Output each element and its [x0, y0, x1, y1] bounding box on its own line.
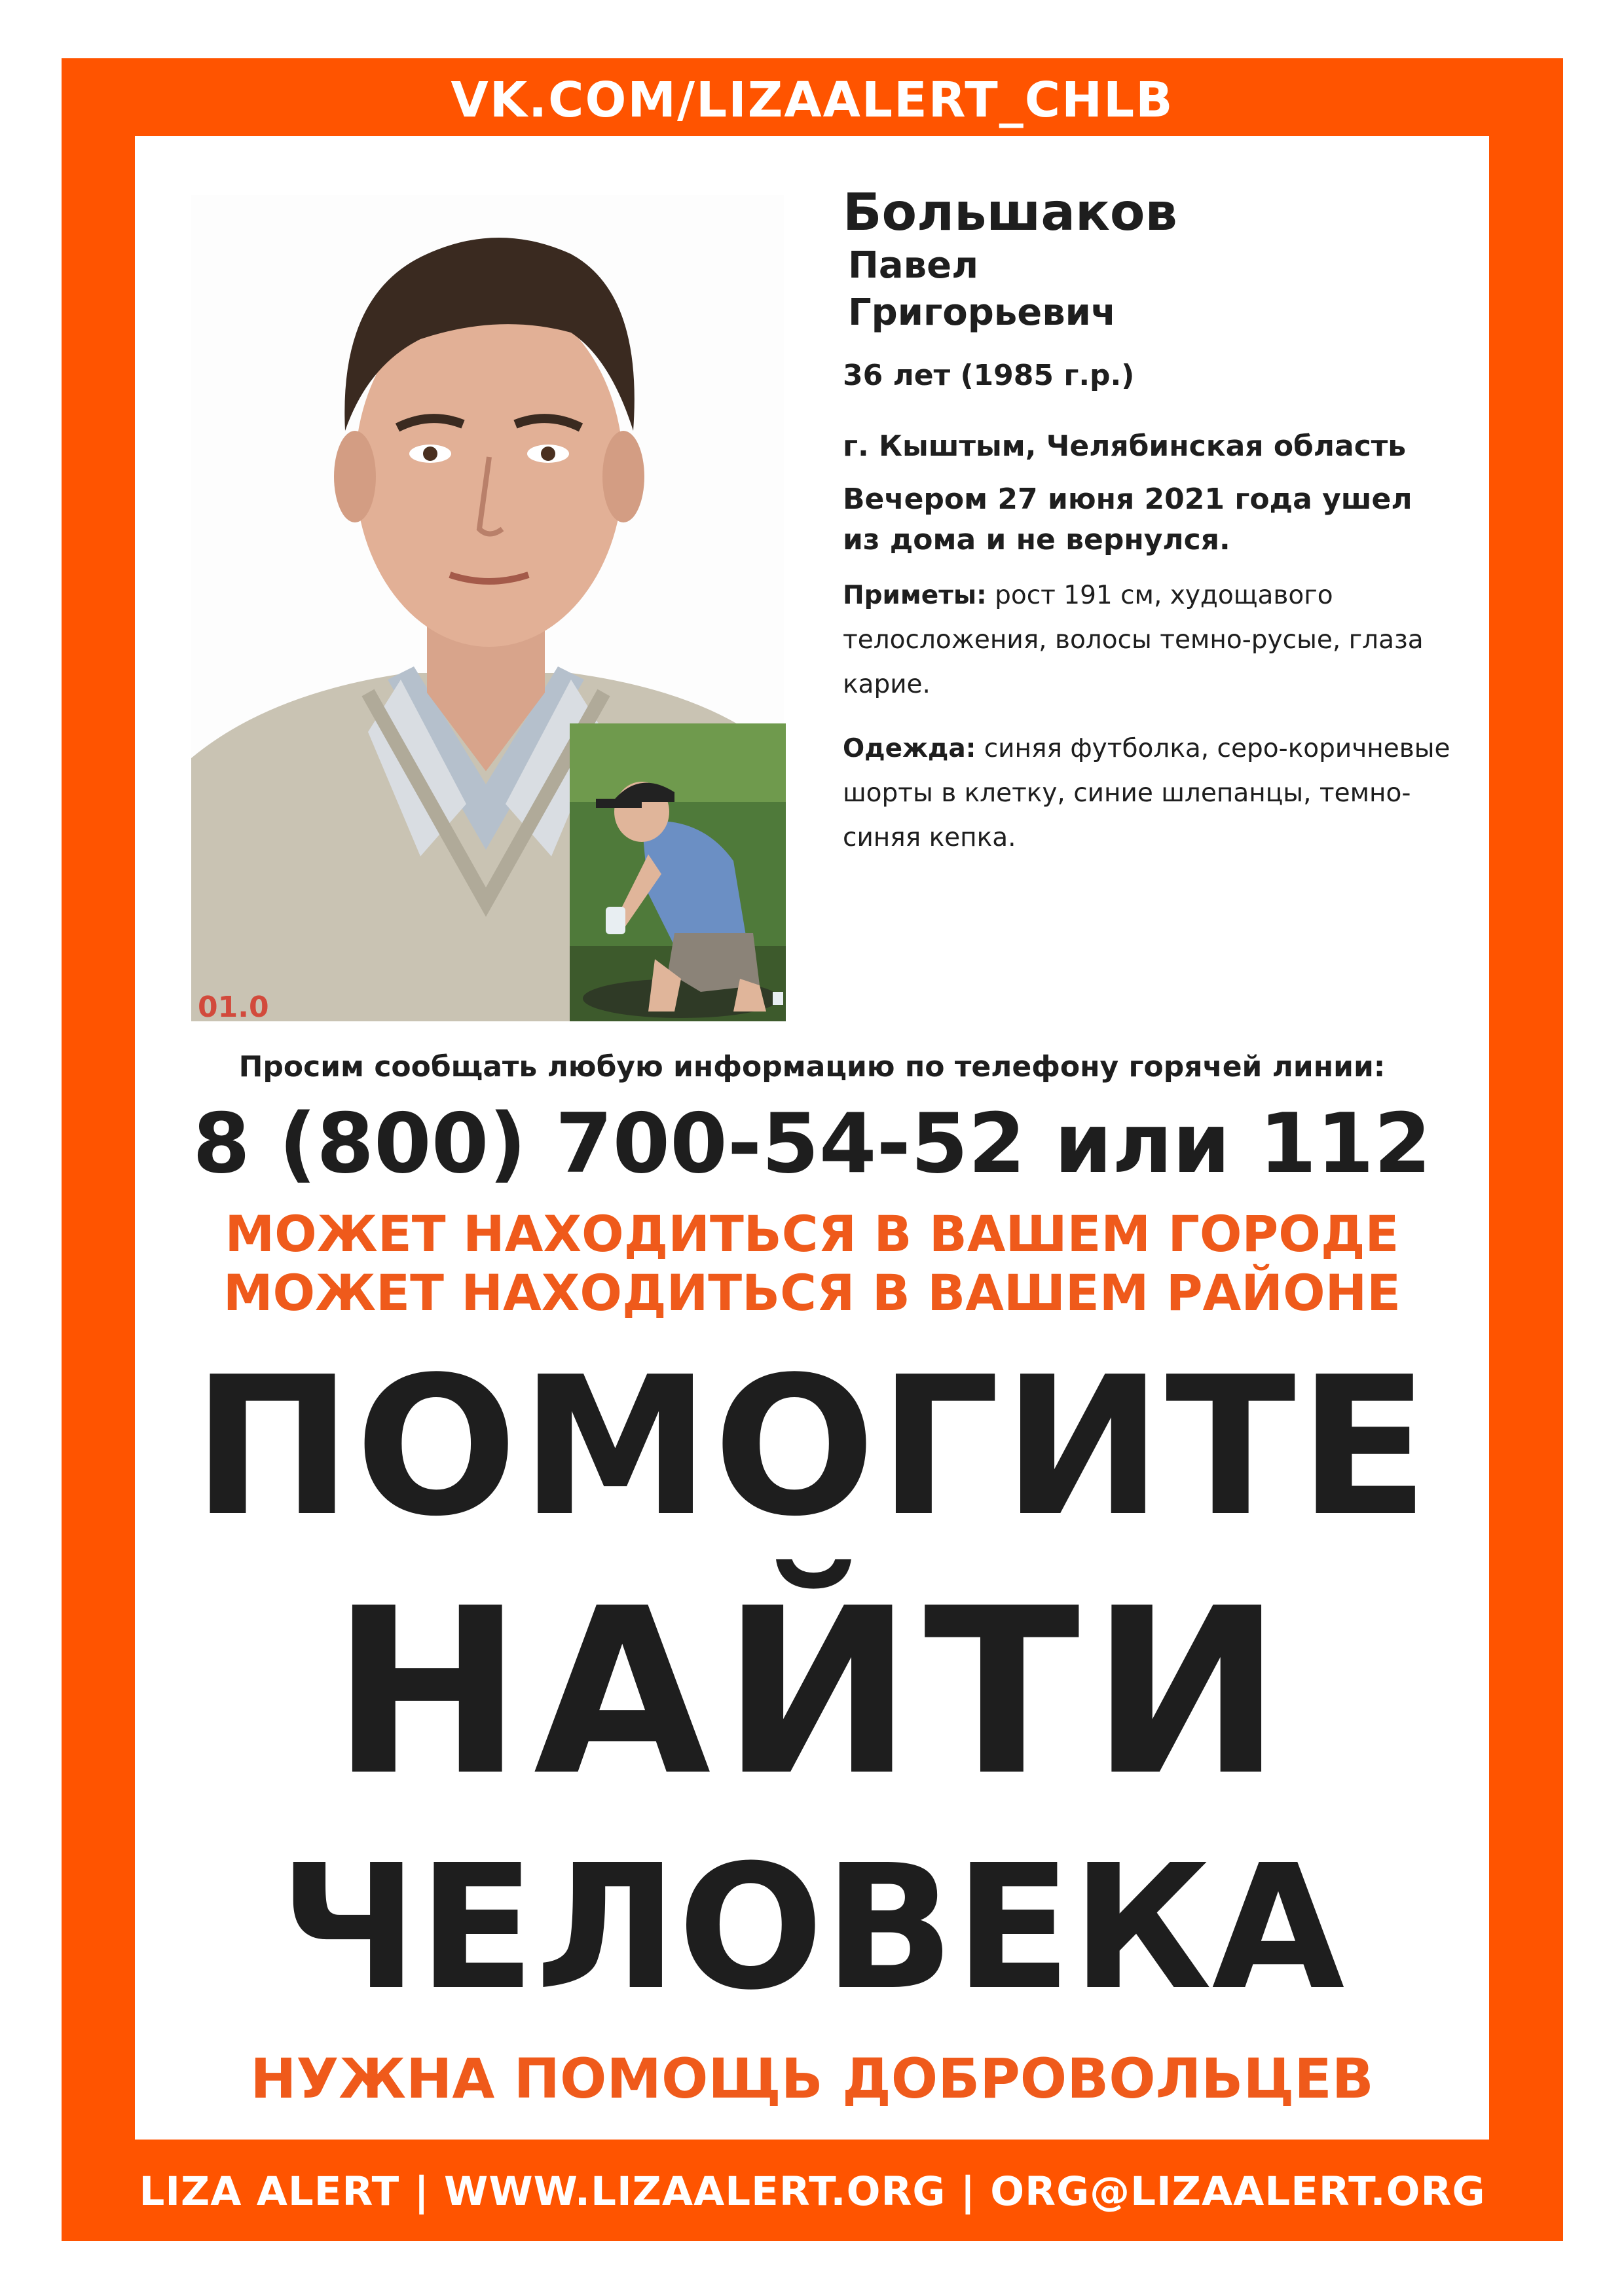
- notice-city: МОЖЕТ НАХОДИТЬСЯ В ВАШЕМ ГОРОДЕ: [225, 1205, 1399, 1263]
- clothes-text: синяя футболка, серо-коричневые шорты в клетку, синие шлепанцы, темно-синяя кепка.: [843, 734, 1450, 852]
- person-name: Павел: [848, 244, 979, 287]
- inset-photo: [570, 723, 786, 1021]
- headline-person: ЧЕЛОВЕКА: [279, 1828, 1345, 2028]
- photo-date-stamp: 01.0: [198, 991, 269, 1021]
- footer-contacts: LIZA ALERT | WWW.LIZAALERT.ORG | ORG@LIZAALERT.ORG: [139, 2168, 1486, 2215]
- person-age: 36 лет (1985 г.р.): [843, 359, 1135, 392]
- volunteers-needed: НУЖНА ПОМОЩЬ ДОБРОВОЛЬЦЕВ: [250, 2047, 1374, 2111]
- notice-district: МОЖЕТ НАХОДИТЬСЯ В ВАШЕМ РАЙОНЕ: [223, 1264, 1401, 1322]
- headline-find: НАЙТИ: [331, 1559, 1293, 1826]
- person-surname: Большаков: [843, 183, 1177, 242]
- clothes-label: Одежда:: [843, 734, 976, 763]
- hotline-request: Просим сообщать любую информацию по телефону горячей линии:: [238, 1050, 1386, 1084]
- person-location: г. Кыштым, Челябинская область: [843, 429, 1407, 463]
- headline-help: ПОМОГИТЕ: [192, 1336, 1432, 1558]
- disappearance-circumstances: Вечером 27 июня 2021 года ушел из дома и не вернулся.: [843, 483, 1412, 556]
- signs-label: Приметы:: [843, 581, 987, 610]
- person-patronymic: Григорьевич: [848, 291, 1116, 334]
- signs-text: рост 191 см, худощавого телосложения, волосы темно-русые, глаза карие.: [843, 581, 1424, 699]
- person-signs: [843, 574, 1458, 707]
- vk-group-url: VK.COM/LIZAALERT_CHLB: [451, 72, 1174, 128]
- hotline-phone: 8 (800) 700-54-52 или 112: [193, 1095, 1431, 1192]
- person-info: [843, 183, 1458, 860]
- person-clothes: [843, 727, 1458, 860]
